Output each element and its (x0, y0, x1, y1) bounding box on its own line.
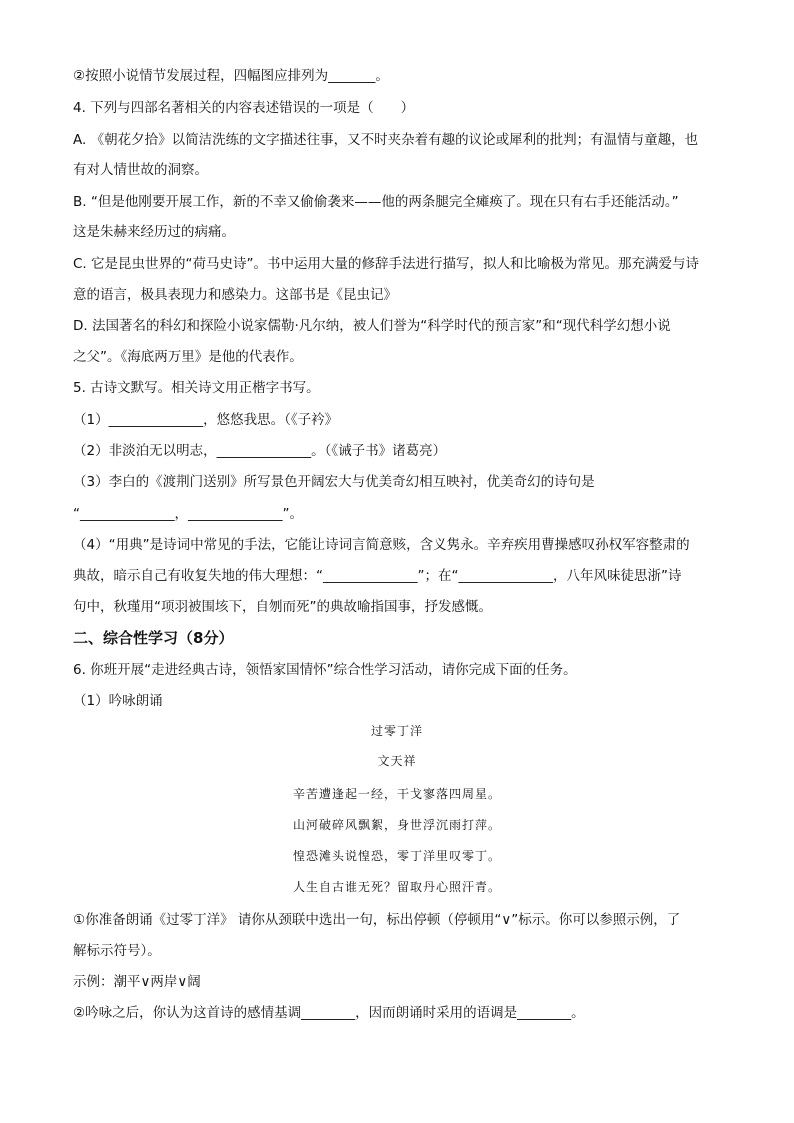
section-heading: 二、综合性学习（8分） (73, 629, 234, 647)
q6-task-1-cont: 解标示符号）。 (73, 943, 161, 959)
q5-item-4-cont2: 句中，秋瑾用“项羽被围垓下，自刎而死”的典故喻指国事，抒发感慨。 (73, 599, 492, 615)
q4-option-a: A. 《朝花夕拾》以简洁洗练的文字描述往事，又不时夹杂着有趣的议论或犀利的批判；有温情与童趣，也 (73, 132, 699, 148)
q3-ordering-blank: ②按照小说情节发展过程，四幅图应排列为_______。 (73, 68, 389, 84)
q4-option-a-cont: 有对人情世故的洞察。 (73, 162, 208, 178)
poem-verse: 人生自古谁无死？留取丹心照汗青。 (292, 880, 501, 894)
poem-verse: 辛苦遭逢起一经，干戈寥落四周星。 (292, 787, 501, 801)
q5-item-3: （3）李白的《渡荆门送别》所写景色开阔宏大与优美奇幻相互映衬，优美奇幻的诗句是 (73, 474, 595, 490)
poem-verse: 山河破碎风飘絮，身世浮沉雨打萍。 (292, 818, 501, 832)
q4-stem: 4. 下列与四部名著相关的内容表述错误的一项是（ ） (73, 100, 415, 116)
q5-stem: 5. 古诗文默写。相关诗文用正楷字书写。 (73, 380, 320, 396)
q5-item-3-blanks: “______________，______________”。 (73, 506, 303, 522)
q4-option-b-cont: 这是朱赫来经历过的病痛。 (73, 224, 235, 240)
q5-item-4-cont: 典故，暗示自己有收复失地的伟大理想：“______________”；在“______________，八年风味徒思浙”诗 (73, 568, 682, 584)
q4-option-d: D. 法国著名的科幻和探险小说家儒勒·凡尔纳，被人们誉为“科学时代的预言家”和“现代科学幻想小说 (73, 318, 671, 334)
q6-sub-1: （1）吟咏朗诵 (73, 693, 163, 709)
q6-example: 示例：潮平∨两岸∨阔 (73, 974, 201, 990)
q5-item-1: （1）______________，悠悠我思。（《子衿》 (73, 412, 339, 428)
q4-option-c-cont: 意的语言，极具表现力和感染力。这部书是《昆虫记》 (73, 287, 397, 303)
q4-option-c: C. 它是昆虫世界的“荷马史诗”。书中运用大量的修辞手法进行描写，拟人和比喻极为常见。那充满爱与诗 (73, 256, 699, 272)
q6-task-2: ②吟咏之后，你认为这首诗的感情基调________，因而朗诵时采用的语调是________。 (73, 1005, 585, 1021)
q4-option-d-cont: 之父”。《海底两万里》是他的代表作。 (73, 349, 303, 365)
q5-item-2: （2）非淡泊无以明志，______________。（《诫子书》诸葛亮） (73, 443, 447, 459)
poem-author: 文天祥 (377, 754, 417, 768)
q6-task-1: ①你准备朗诵《过零丁洋》 请你从颈联中选出一句，标出停顿（停顿用“∨”标示。你可以参照示例，了 (73, 912, 681, 928)
q4-option-b: B. “但是他刚要开展工作，新的不幸又偷偷袭来——他的两条腿完全瘫痪了。现在只有右手还能活动。” (73, 194, 679, 210)
poem-verse: 惶恐滩头说惶恐，零丁洋里叹零丁。 (292, 849, 501, 863)
q5-item-4: （4）“用典”是诗词中常见的手法，它能让诗词言简意赅，含义隽永。辛弃疾用曹操感叹孙权军容整肃的 (73, 537, 690, 553)
q6-stem: 6. 你班开展“走进经典古诗，领悟家国情怀”综合性学习活动，请你完成下面的任务。 (73, 662, 577, 678)
poem-title: 过零丁洋 (370, 724, 423, 738)
